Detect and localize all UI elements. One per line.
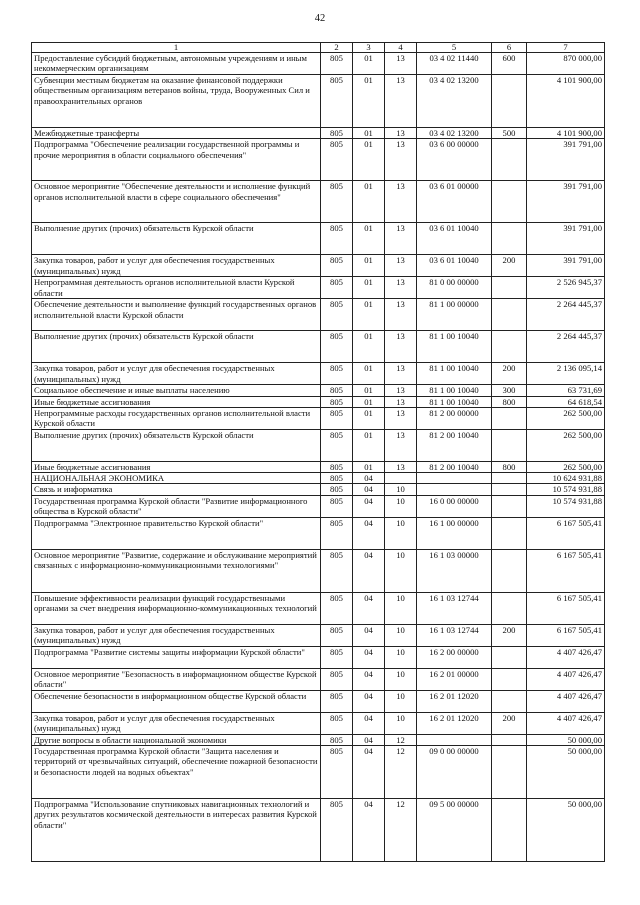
row-vr-cell [492,75,527,128]
page-number: 42 [314,13,326,24]
table-row [32,139,605,181]
row-rz-cell: 04 [353,495,385,517]
row-pr-cell: 13 [385,429,417,461]
row-rz-cell: 04 [353,646,385,668]
row-vedom-cell: 805 [321,128,353,139]
row-csr-cell: 03 6 01 10040 [417,223,492,255]
row-pr-cell [385,473,417,484]
row-vr-cell: 200 [492,255,527,277]
row-rz-cell: 04 [353,592,385,624]
row-pr-cell: 10 [385,495,417,517]
row-vedom-cell: 805 [321,363,353,385]
row-name-cell: Другие вопросы в области национальной экономики [32,734,321,745]
table-row [32,495,605,517]
row-csr-cell: 81 1 00 00000 [417,299,492,331]
row-name-cell: Подпрограмма "Развитие системы защиты информации Курской области" [32,646,321,668]
row-sum-cell: 50 000,00 [527,734,605,745]
row-csr-cell: 16 0 00 00000 [417,495,492,517]
row-name-cell: Непрограммные расходы государственных органов исполнительной власти Курской области [32,407,321,429]
row-vr-cell [492,799,527,862]
row-vedom-cell: 805 [321,255,353,277]
row-rz-cell: 04 [353,549,385,592]
row-vedom-cell: 805 [321,75,353,128]
row-csr-cell [417,484,492,495]
table-row [32,277,605,299]
row-vedom-cell: 805 [321,331,353,363]
row-vr-cell: 800 [492,461,527,472]
table-row [32,690,605,712]
row-pr-cell: 13 [385,128,417,139]
row-pr-cell: 10 [385,624,417,646]
table-row [32,128,605,139]
row-pr-cell: 13 [385,363,417,385]
row-vr-cell [492,299,527,331]
row-sum-cell: 4 407 426,47 [527,712,605,734]
row-csr-cell: 81 2 00 10040 [417,429,492,461]
row-pr-cell: 13 [385,181,417,223]
row-csr-cell: 03 6 00 00000 [417,139,492,181]
row-vr-cell [492,407,527,429]
header-cell: 2 [321,43,353,53]
row-vedom-cell: 805 [321,407,353,429]
row-csr-cell: 09 5 00 00000 [417,799,492,862]
row-vr-cell [492,331,527,363]
row-rz-cell: 01 [353,139,385,181]
header-cell: 6 [492,43,527,53]
row-vr-cell: 500 [492,128,527,139]
row-rz-cell: 01 [353,407,385,429]
row-sum-cell: 10 574 931,88 [527,484,605,495]
row-sum-cell: 391 791,00 [527,223,605,255]
row-vr-cell [492,549,527,592]
row-rz-cell: 04 [353,624,385,646]
row-vedom-cell: 805 [321,181,353,223]
row-name-cell: Непрограммная деятельность органов исполнительной власти Курской области [32,277,321,299]
row-vedom-cell: 805 [321,734,353,745]
row-sum-cell: 6 167 505,41 [527,624,605,646]
row-rz-cell: 04 [353,712,385,734]
row-name-cell: Государственная программа Курской области "Защита населения и территорий от чрезвычайных ситуаций, обеспечение пожарной безопасности и безопасности людей на водных объектах" [32,746,321,799]
row-vedom-cell: 805 [321,461,353,472]
row-vedom-cell: 805 [321,223,353,255]
row-pr-cell: 13 [385,396,417,407]
row-pr-cell: 10 [385,517,417,549]
row-csr-cell: 16 1 00 00000 [417,517,492,549]
row-vedom-cell: 805 [321,624,353,646]
row-sum-cell: 262 500,00 [527,461,605,472]
row-name-cell: Выполнение других (прочих) обязательств Курской области [32,331,321,363]
row-sum-cell: 2 136 095,14 [527,363,605,385]
row-sum-cell: 50 000,00 [527,746,605,799]
row-vr-cell: 300 [492,385,527,396]
row-name-cell: Закупка товаров, работ и услуг для обеспечения государственных (муниципальных) нужд [32,624,321,646]
table-row [32,746,605,799]
row-sum-cell: 10 574 931,88 [527,495,605,517]
row-csr-cell: 03 6 01 10040 [417,255,492,277]
table-row [32,624,605,646]
row-csr-cell: 03 6 01 00000 [417,181,492,223]
table-row [32,668,605,690]
row-pr-cell: 10 [385,646,417,668]
row-pr-cell: 10 [385,592,417,624]
table-row [32,799,605,862]
row-vedom-cell: 805 [321,646,353,668]
row-vr-cell [492,429,527,461]
row-rz-cell: 04 [353,473,385,484]
row-name-cell: Связь и информатика [32,484,321,495]
row-rz-cell: 04 [353,690,385,712]
row-csr-cell [417,473,492,484]
row-pr-cell: 10 [385,712,417,734]
row-pr-cell: 13 [385,53,417,75]
table-row [32,53,605,75]
row-rz-cell: 01 [353,181,385,223]
row-vr-cell [492,181,527,223]
row-csr-cell: 16 1 03 12744 [417,592,492,624]
row-vr-cell [492,746,527,799]
row-vedom-cell: 805 [321,277,353,299]
row-name-cell: Государственная программа Курской области "Развитие информационного общества в Курской области" [32,495,321,517]
row-name-cell: Подпрограмма "Обеспечение реализации государственной программы и прочие мероприятия в области социального обеспечения" [32,139,321,181]
row-vr-cell: 800 [492,396,527,407]
row-vedom-cell: 805 [321,385,353,396]
row-vr-cell [492,734,527,745]
table-row [32,517,605,549]
row-pr-cell: 12 [385,734,417,745]
row-name-cell: Закупка товаров, работ и услуг для обеспечения государственных (муниципальных) нужд [32,255,321,277]
row-vedom-cell: 805 [321,396,353,407]
row-sum-cell: 870 000,00 [527,53,605,75]
row-pr-cell: 13 [385,385,417,396]
row-csr-cell: 81 1 00 10040 [417,396,492,407]
row-pr-cell: 10 [385,668,417,690]
row-sum-cell: 391 791,00 [527,181,605,223]
row-vedom-cell: 805 [321,592,353,624]
row-name-cell: Межбюджетные трансферты [32,128,321,139]
row-sum-cell: 4 407 426,47 [527,646,605,668]
table-row [32,181,605,223]
table-row [32,255,605,277]
table-row [32,592,605,624]
row-rz-cell: 01 [353,277,385,299]
row-vedom-cell: 805 [321,429,353,461]
row-csr-cell: 03 4 02 11440 [417,53,492,75]
row-csr-cell: 81 1 00 10040 [417,385,492,396]
row-csr-cell [417,734,492,745]
row-pr-cell: 10 [385,484,417,495]
row-pr-cell: 13 [385,255,417,277]
table-row [32,331,605,363]
row-vr-cell: 200 [492,363,527,385]
row-vedom-cell: 805 [321,495,353,517]
row-name-cell: Выполнение других (прочих) обязательств Курской области [32,429,321,461]
row-rz-cell: 04 [353,668,385,690]
table-row [32,461,605,472]
row-rz-cell: 04 [353,517,385,549]
table-row [32,484,605,495]
row-rz-cell: 01 [353,255,385,277]
row-sum-cell: 6 167 505,41 [527,592,605,624]
row-name-cell: Обеспечение безопасности в информационном обществе Курской области [32,690,321,712]
header-cell: 4 [385,43,417,53]
row-vedom-cell: 805 [321,549,353,592]
row-pr-cell: 13 [385,223,417,255]
table-row [32,429,605,461]
row-vr-cell [492,592,527,624]
row-pr-cell: 13 [385,407,417,429]
row-vr-cell [492,473,527,484]
row-name-cell: Иные бюджетные ассигнования [32,461,321,472]
row-sum-cell: 2 526 945,37 [527,277,605,299]
row-pr-cell: 13 [385,277,417,299]
row-pr-cell: 13 [385,299,417,331]
table-row [32,407,605,429]
row-csr-cell: 81 2 00 00000 [417,407,492,429]
row-sum-cell: 2 264 445,37 [527,331,605,363]
row-rz-cell: 01 [353,128,385,139]
row-vr-cell [492,668,527,690]
row-rz-cell: 01 [353,396,385,407]
row-vr-cell: 200 [492,712,527,734]
row-name-cell: Иные бюджетные ассигнования [32,396,321,407]
row-vedom-cell: 805 [321,517,353,549]
row-sum-cell: 391 791,00 [527,139,605,181]
row-csr-cell: 81 1 00 10040 [417,363,492,385]
row-vr-cell [492,223,527,255]
table-row [32,734,605,745]
row-sum-cell: 50 000,00 [527,799,605,862]
table-row [32,549,605,592]
table-row [32,299,605,331]
row-sum-cell: 262 500,00 [527,429,605,461]
row-sum-cell: 4 101 900,00 [527,128,605,139]
row-vr-cell [492,690,527,712]
row-csr-cell: 16 1 03 00000 [417,549,492,592]
row-rz-cell: 01 [353,461,385,472]
row-pr-cell: 13 [385,139,417,181]
row-rz-cell: 01 [353,223,385,255]
row-pr-cell: 12 [385,799,417,862]
row-name-cell: Выполнение других (прочих) обязательств Курской области [32,223,321,255]
header-cell: 5 [417,43,492,53]
row-name-cell: Основное мероприятие "Развитие, содержание и обслуживание мероприятий связанных с информационно-коммуникационными технологиями" [32,549,321,592]
row-vedom-cell: 805 [321,53,353,75]
row-name-cell: Подпрограмма "Электронное правительство Курской области" [32,517,321,549]
row-name-cell: Повышение эффективности реализации функций государственными органами за счет внедрения информационно-коммуникационных технологий [32,592,321,624]
row-name-cell: Основное мероприятие "Обеспечение деятельности и исполнение функций органов исполнительной власти в сфере социального обеспечения" [32,181,321,223]
row-rz-cell: 01 [353,429,385,461]
table-row [32,396,605,407]
header-cell: 1 [32,43,321,53]
row-rz-cell: 01 [353,331,385,363]
row-name-cell: Предоставление субсидий бюджетным, автономным учреждениям и иным некоммерческим организациям [32,53,321,75]
row-rz-cell: 01 [353,385,385,396]
row-rz-cell: 01 [353,299,385,331]
table-row [32,646,605,668]
row-csr-cell: 16 2 01 00000 [417,668,492,690]
row-vedom-cell: 805 [321,139,353,181]
row-rz-cell: 01 [353,53,385,75]
row-csr-cell: 03 4 02 13200 [417,75,492,128]
row-sum-cell: 4 407 426,47 [527,668,605,690]
row-csr-cell: 16 2 01 12020 [417,712,492,734]
row-sum-cell: 10 624 931,88 [527,473,605,484]
row-csr-cell: 81 2 00 10040 [417,461,492,472]
table-row [32,385,605,396]
row-name-cell: Социальное обеспечение и иные выплаты населению [32,385,321,396]
row-sum-cell: 2 264 445,37 [527,299,605,331]
row-vr-cell [492,484,527,495]
row-rz-cell: 04 [353,746,385,799]
row-sum-cell: 6 167 505,41 [527,549,605,592]
row-csr-cell: 81 0 00 00000 [417,277,492,299]
row-csr-cell: 16 2 01 12020 [417,690,492,712]
row-pr-cell: 13 [385,461,417,472]
row-vedom-cell: 805 [321,712,353,734]
row-sum-cell: 63 731,69 [527,385,605,396]
row-sum-cell: 4 407 426,47 [527,690,605,712]
row-vedom-cell: 805 [321,799,353,862]
row-vr-cell [492,646,527,668]
row-name-cell: Обеспечение деятельности и выполнение функций государственных органов исполнительной власти Курской области [32,299,321,331]
row-pr-cell: 12 [385,746,417,799]
row-vr-cell [492,139,527,181]
row-name-cell: Закупка товаров, работ и услуг для обеспечения государственных (муниципальных) нужд [32,712,321,734]
row-rz-cell: 01 [353,75,385,128]
table-row [32,75,605,128]
row-sum-cell: 391 791,00 [527,255,605,277]
row-rz-cell: 01 [353,363,385,385]
row-vedom-cell: 805 [321,668,353,690]
row-rz-cell: 04 [353,734,385,745]
table-row [32,363,605,385]
header-cell: 3 [353,43,385,53]
row-pr-cell: 10 [385,690,417,712]
row-pr-cell: 13 [385,75,417,128]
row-sum-cell: 4 101 900,00 [527,75,605,128]
budget-table [31,42,605,862]
header-cell: 7 [527,43,605,53]
table-row [32,223,605,255]
row-csr-cell: 09 0 00 00000 [417,746,492,799]
row-sum-cell: 64 618,54 [527,396,605,407]
row-rz-cell: 04 [353,484,385,495]
row-rz-cell: 04 [353,799,385,862]
table-header-row [32,43,605,53]
row-pr-cell: 10 [385,549,417,592]
row-vedom-cell: 805 [321,690,353,712]
row-csr-cell: 16 1 03 12744 [417,624,492,646]
row-vr-cell [492,277,527,299]
row-name-cell: Закупка товаров, работ и услуг для обеспечения государственных (муниципальных) нужд [32,363,321,385]
table-row [32,473,605,484]
row-name-cell: Основное мероприятие "Безопасность в информационном обществе Курской области" [32,668,321,690]
row-vedom-cell: 805 [321,299,353,331]
row-csr-cell: 03 4 02 13200 [417,128,492,139]
row-name-cell: Субвенции местным бюджетам на оказание финансовой поддержки общественным организациям ветеранов войны, труда, Вооруженных Сил и правоохранительных органов [32,75,321,128]
row-csr-cell: 81 1 00 10040 [417,331,492,363]
row-vr-cell [492,517,527,549]
row-vr-cell [492,495,527,517]
row-vr-cell: 200 [492,624,527,646]
row-vedom-cell: 805 [321,473,353,484]
row-pr-cell: 13 [385,331,417,363]
row-vedom-cell: 805 [321,484,353,495]
row-sum-cell: 6 167 505,41 [527,517,605,549]
row-vedom-cell: 805 [321,746,353,799]
row-name-cell: Подпрограмма "Использование спутниковых навигационных технологий и других результатов космической деятельности в интересах развития Курской области" [32,799,321,862]
row-vr-cell: 600 [492,53,527,75]
row-csr-cell: 16 2 00 00000 [417,646,492,668]
row-sum-cell: 262 500,00 [527,407,605,429]
table-row [32,712,605,734]
row-name-cell: НАЦИОНАЛЬНАЯ ЭКОНОМИКА [32,473,321,484]
